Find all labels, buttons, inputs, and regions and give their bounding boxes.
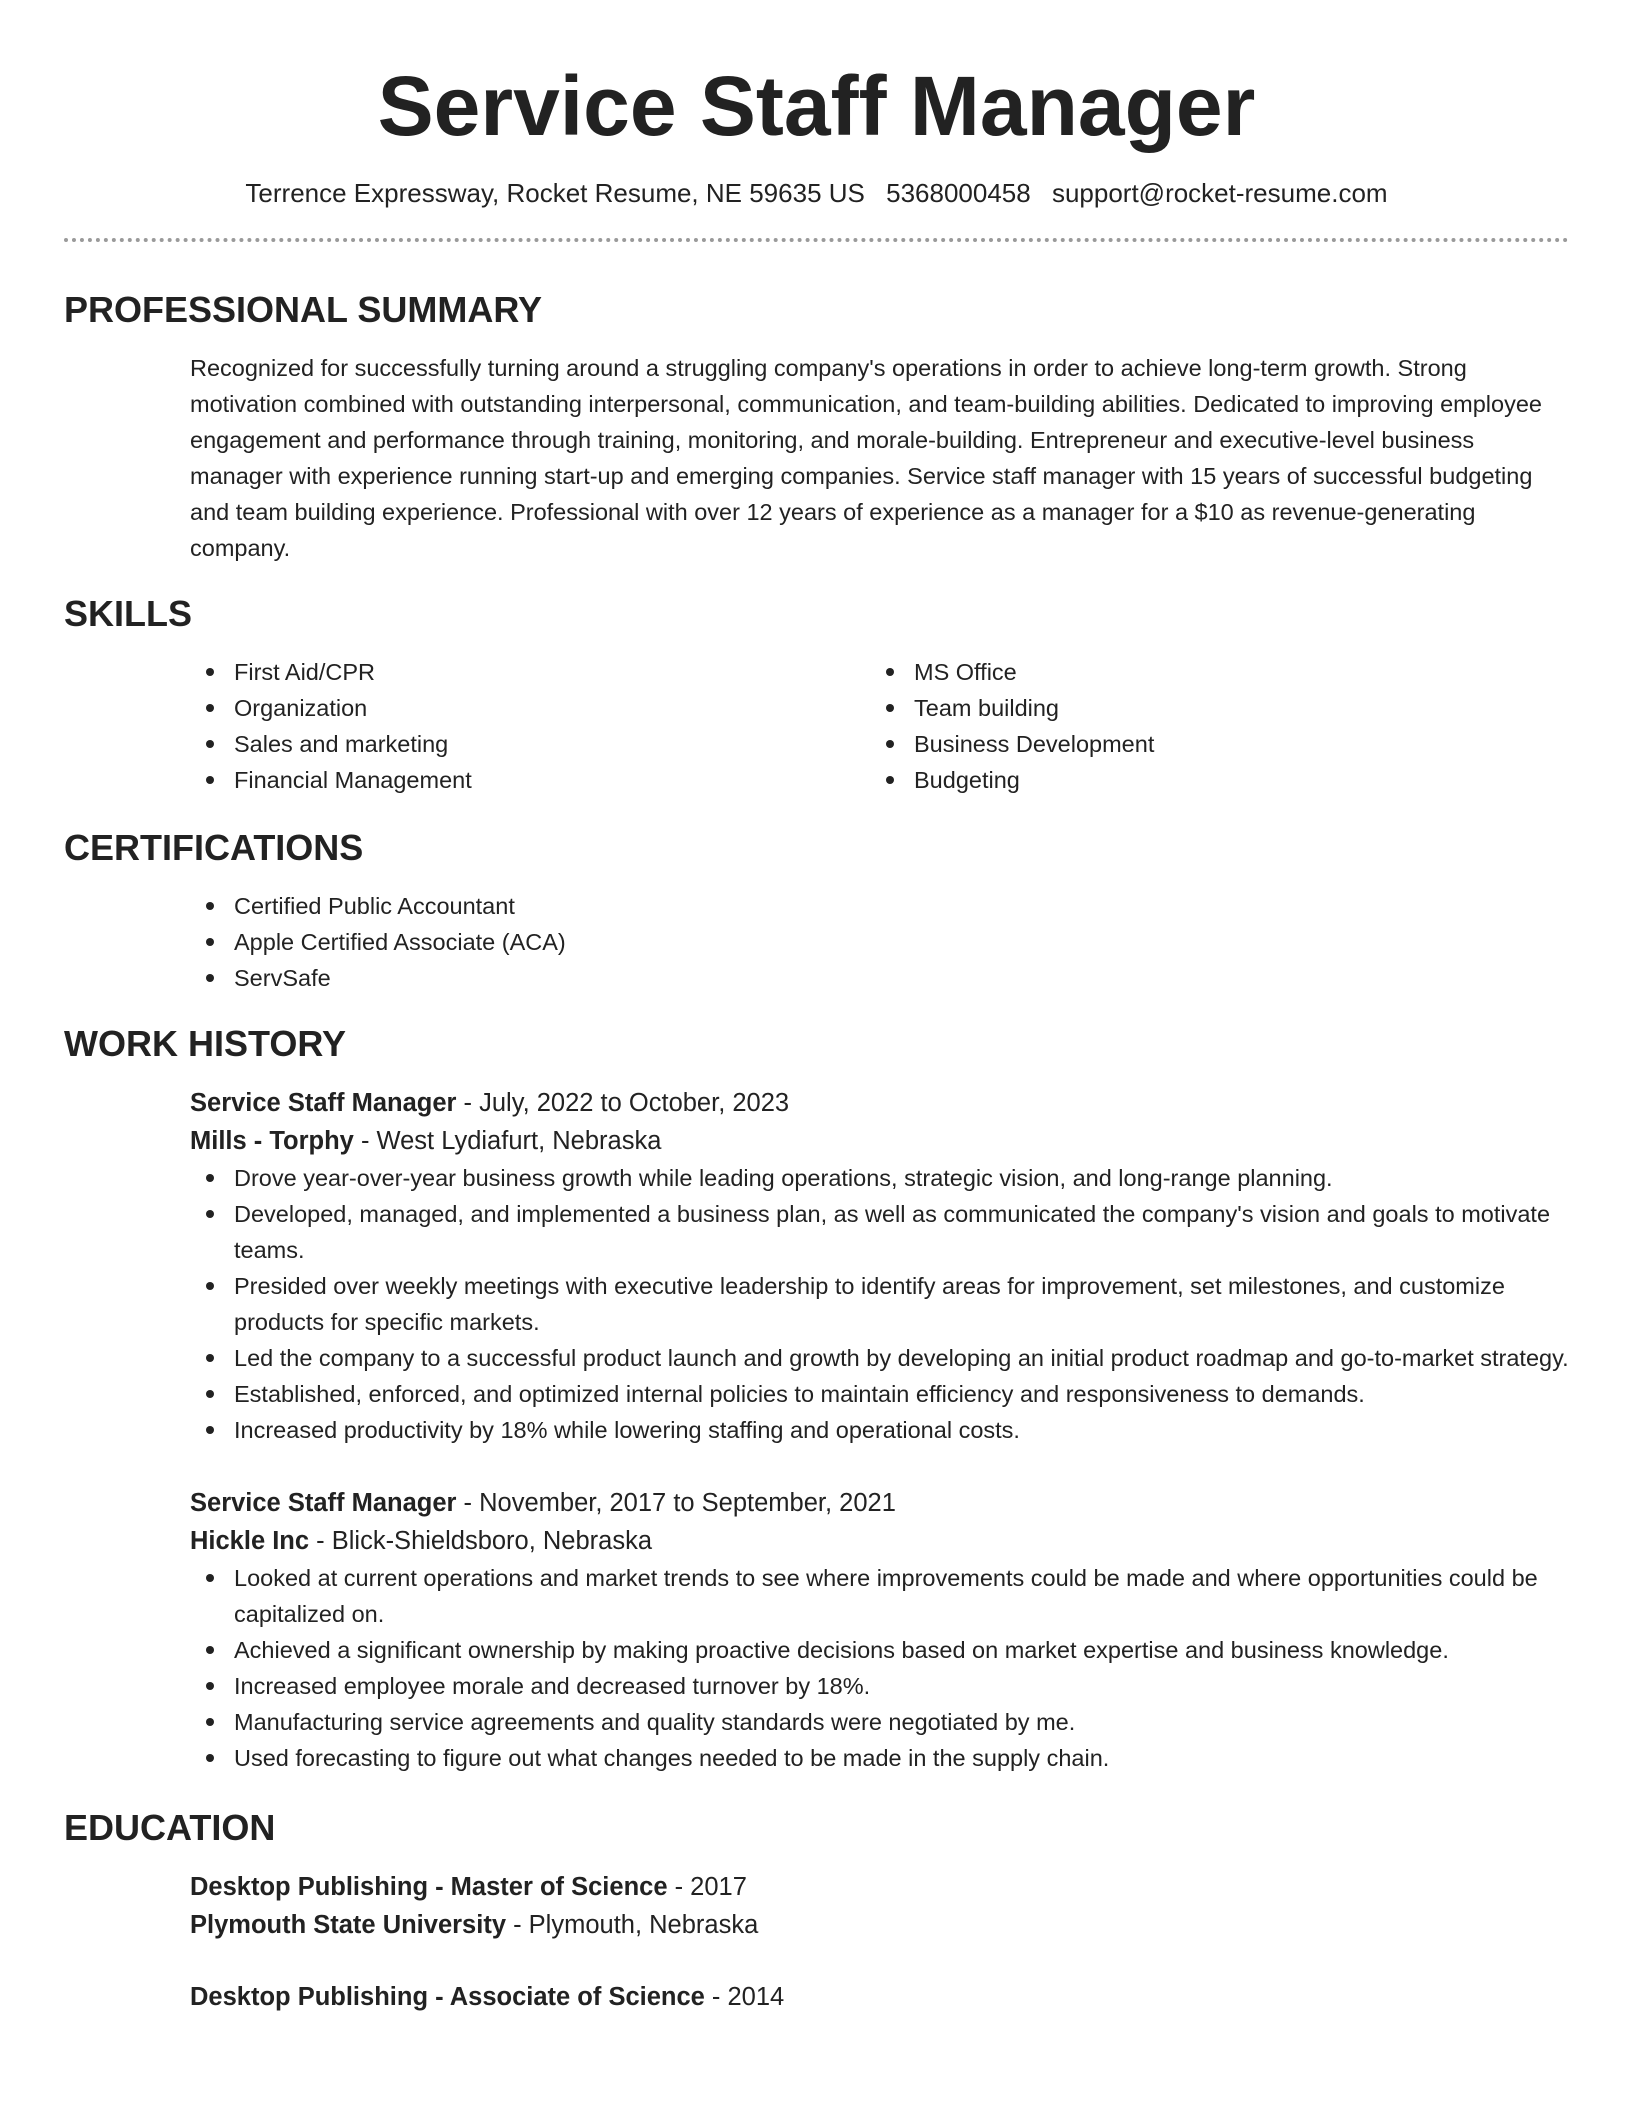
job-bullet: Presided over weekly meetings with executive leadership to identify areas for improvement, set milestones, and customize products for specific markets. (190, 1268, 1569, 1340)
skill-item: Organization (190, 690, 870, 726)
job-bullet: Achieved a significant ownership by making proactive decisions based on market expertise and business knowledge. (190, 1632, 1569, 1668)
education-entry (190, 1868, 1569, 1944)
contact-address: Terrence Expressway, Rocket Resume, NE 59635 US (245, 178, 865, 208)
job-bullet: Established, enforced, and optimized internal policies to maintain efficiency and responsiveness to demands. (190, 1376, 1569, 1412)
summary-text: Recognized for successfully turning around a struggling company's operations in order to achieve long-term growth. Strong motivation combined with outstanding interpersonal, communication, and team-building abilities. Dedicated to improving employee engagement and performance through training, monitoring, and morale-building. Entrepreneur and executive-level business manager with experience running start-up and emerging companies. Service staff manager with 15 years of successful budgeting and team building experience. Professional with over 12 years of experience as a manager for a $10 as revenue-generating company. (190, 355, 1542, 561)
job-dates: - July, 2022 to October, 2023 (456, 1089, 790, 1117)
education-entry (190, 1978, 1569, 2016)
job-bullet: Increased employee morale and decreased turnover by 18%. (190, 1668, 1569, 1704)
header-divider (64, 238, 1569, 242)
certifications-list (190, 888, 1569, 996)
summary-heading: PROFESSIONAL SUMMARY (64, 289, 543, 330)
job-title-line (190, 1484, 1569, 1522)
job-bullet: Used forecasting to figure out what changes needed to be made in the supply chain. (190, 1740, 1569, 1776)
certification-item: ServSafe (190, 960, 1569, 996)
skill-item: Business Development (870, 726, 1550, 762)
job-entry (190, 1084, 1569, 1448)
education-degree: Desktop Publishing - Master of Science (190, 1873, 668, 1901)
job-entry (190, 1484, 1569, 1776)
job-company: Hickle Inc (190, 1527, 310, 1555)
contact-line (64, 176, 1569, 210)
job-bullet: Manufacturing service agreements and quality standards were negotiated by me. (190, 1704, 1569, 1740)
resume-page (64, 0, 1569, 2016)
resume-title: Service Staff Manager (377, 59, 1256, 153)
skills-column-right (870, 654, 1550, 798)
contact-email: support@rocket-resume.com (1051, 178, 1388, 208)
certifications-heading: CERTIFICATIONS (64, 827, 364, 868)
skills-heading: SKILLS (64, 593, 193, 634)
certification-item: Certified Public Accountant (190, 888, 1569, 924)
education-school-line (190, 1906, 1569, 1944)
work-history-heading: WORK HISTORY (64, 1023, 347, 1064)
job-bullet: Increased productivity by 18% while lowering staffing and operational costs. (190, 1412, 1569, 1448)
job-location: - West Lydiafurt, Nebraska (353, 1127, 662, 1155)
job-dates: - November, 2017 to September, 2021 (456, 1489, 896, 1517)
job-title: Service Staff Manager (190, 1089, 457, 1117)
education-degree: Desktop Publishing - Associate of Science (190, 1983, 705, 2011)
education-degree-line (190, 1978, 1569, 2016)
education-school: Plymouth State University (190, 1911, 506, 1939)
skills-grid (190, 654, 1569, 798)
education-location: - Plymouth, Nebraska (506, 1911, 759, 1939)
job-company-line (190, 1522, 1569, 1560)
contact-phone: 5368000458 (886, 178, 1031, 208)
job-location: - Blick-Shieldsboro, Nebraska (309, 1527, 653, 1555)
education-year: - 2017 (667, 1873, 747, 1901)
skill-item: MS Office (870, 654, 1550, 690)
skill-item: Budgeting (870, 762, 1550, 798)
job-bullet: Led the company to a successful product launch and growth by developing an initial product roadmap and go-to-market strategy. (190, 1340, 1569, 1376)
skill-item: First Aid/CPR (190, 654, 870, 690)
skill-item: Sales and marketing (190, 726, 870, 762)
job-title: Service Staff Manager (190, 1489, 457, 1517)
skills-column-left (190, 654, 870, 798)
job-bullet: Looked at current operations and market trends to see where improvements could be made and where opportunities could be capitalized on. (190, 1560, 1569, 1632)
skill-item: Team building (870, 690, 1550, 726)
education-degree-line (190, 1868, 1569, 1906)
job-title-line (190, 1084, 1569, 1122)
education-year: - 2014 (704, 1983, 785, 2011)
certification-item: Apple Certified Associate (ACA) (190, 924, 1569, 960)
education-heading: EDUCATION (64, 1807, 276, 1848)
job-bullet: Developed, managed, and implemented a business plan, as well as communicated the company's vision and goals to motivate teams. (190, 1196, 1569, 1268)
job-company-line (190, 1122, 1569, 1160)
skill-item: Financial Management (190, 762, 870, 798)
job-company: Mills - Torphy (190, 1127, 354, 1155)
job-bullet: Drove year-over-year business growth while leading operations, strategic vision, and long-range planning. (190, 1160, 1569, 1196)
